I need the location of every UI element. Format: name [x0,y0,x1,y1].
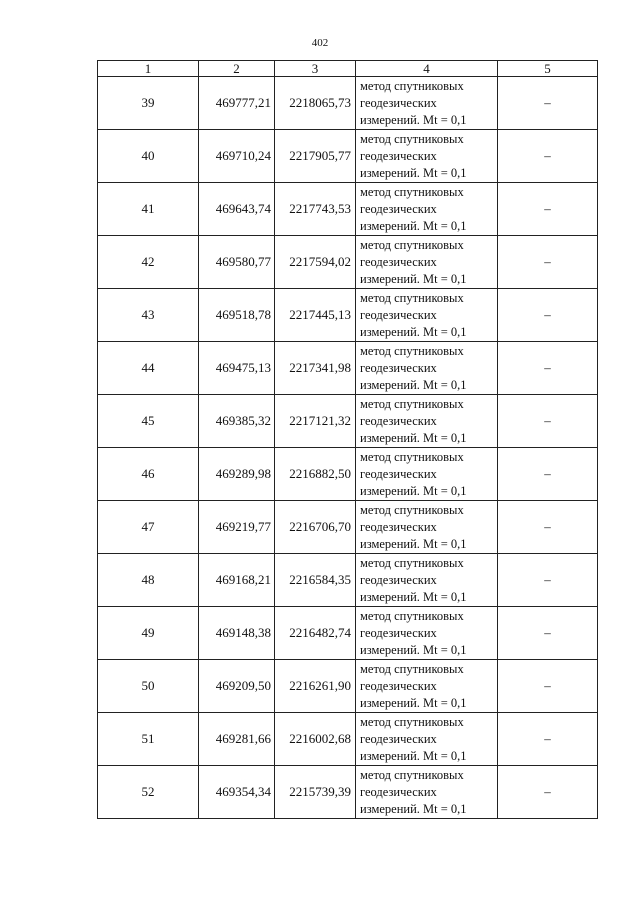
y-coordinate-cell: 2218065,73 [275,77,356,130]
point-number-cell: 47 [98,501,199,554]
method-line: измерений. Mt = 0,1 [360,377,467,392]
method-cell [356,607,498,660]
method-line: геодезических [360,678,437,693]
method-line: метод спутниковых [360,343,464,358]
method-line: измерений. Mt = 0,1 [360,112,467,127]
x-coordinate-cell: 469289,98 [199,448,275,501]
x-coordinate-cell: 469354,34 [199,766,275,819]
method-line: метод спутниковых [360,608,464,623]
table-row [98,713,598,766]
note-cell: – [498,448,598,501]
y-coordinate-cell: 2217341,98 [275,342,356,395]
method-line: геодезических [360,625,437,640]
method-line: метод спутниковых [360,661,464,676]
x-coordinate-cell: 469281,66 [199,713,275,766]
method-line: геодезических [360,360,437,375]
x-coordinate-cell: 469219,77 [199,501,275,554]
method-line: измерений. Mt = 0,1 [360,536,467,551]
method-cell [356,713,498,766]
method-line: измерений. Mt = 0,1 [360,324,467,339]
note-cell: – [498,766,598,819]
y-coordinate-cell: 2217121,32 [275,395,356,448]
method-cell [356,342,498,395]
method-cell [356,130,498,183]
point-number-cell: 41 [98,183,199,236]
method-line: измерений. Mt = 0,1 [360,748,467,763]
point-number-cell: 43 [98,289,199,342]
x-coordinate-cell: 469580,77 [199,236,275,289]
x-coordinate-cell: 469643,74 [199,183,275,236]
method-cell [356,660,498,713]
point-number-cell: 44 [98,342,199,395]
column-header-1: 1 [98,61,199,77]
table-row [98,607,598,660]
y-coordinate-cell: 2216261,90 [275,660,356,713]
point-number-cell: 52 [98,766,199,819]
method-line: метод спутниковых [360,555,464,570]
page-number: 402 [311,37,329,49]
y-coordinate-cell: 2216882,50 [275,448,356,501]
x-coordinate-cell: 469777,21 [199,77,275,130]
point-number-cell: 50 [98,660,199,713]
method-line: метод спутниковых [360,131,464,146]
note-cell: – [498,660,598,713]
method-line: измерений. Mt = 0,1 [360,271,467,286]
method-line: метод спутниковых [360,184,464,199]
note-cell: – [498,554,598,607]
table-row [98,766,598,819]
method-line: метод спутниковых [360,714,464,729]
point-number-cell: 40 [98,130,199,183]
method-line: геодезических [360,413,437,428]
table-body [98,77,598,819]
method-line: геодезических [360,784,437,799]
column-header-2: 2 [199,61,275,77]
column-header-4: 4 [356,61,498,77]
method-line: метод спутниковых [360,502,464,517]
method-cell [356,395,498,448]
method-line: измерений. Mt = 0,1 [360,483,467,498]
note-cell: – [498,130,598,183]
point-number-cell: 49 [98,607,199,660]
method-line: геодезических [360,466,437,481]
method-line: геодезических [360,307,437,322]
y-coordinate-cell: 2216482,74 [275,607,356,660]
x-coordinate-cell: 469168,21 [199,554,275,607]
method-cell [356,77,498,130]
coordinates-table [97,60,598,819]
method-line: геодезических [360,731,437,746]
method-line: геодезических [360,519,437,534]
method-line: геодезических [360,148,437,163]
method-line: измерений. Mt = 0,1 [360,642,467,657]
note-cell: – [498,183,598,236]
table-row [98,501,598,554]
method-cell [356,501,498,554]
point-number-cell: 42 [98,236,199,289]
method-line: измерений. Mt = 0,1 [360,589,467,604]
table-row [98,342,598,395]
method-line: измерений. Mt = 0,1 [360,801,467,816]
method-line: геодезических [360,201,437,216]
table-row [98,395,598,448]
point-number-cell: 48 [98,554,199,607]
y-coordinate-cell: 2217743,53 [275,183,356,236]
y-coordinate-cell: 2217905,77 [275,130,356,183]
y-coordinate-cell: 2215739,39 [275,766,356,819]
method-cell [356,289,498,342]
method-line: метод спутниковых [360,767,464,782]
table-row [98,77,598,130]
method-line: геодезических [360,254,437,269]
method-line: метод спутниковых [360,237,464,252]
y-coordinate-cell: 2217445,13 [275,289,356,342]
table-row [98,554,598,607]
point-number-cell: 39 [98,77,199,130]
method-line: измерений. Mt = 0,1 [360,695,467,710]
table-row [98,448,598,501]
point-number-cell: 45 [98,395,199,448]
note-cell: – [498,342,598,395]
method-line: геодезических [360,95,437,110]
note-cell: – [498,395,598,448]
table-row [98,289,598,342]
method-cell [356,183,498,236]
note-cell: – [498,501,598,554]
method-line: метод спутниковых [360,396,464,411]
method-line: метод спутниковых [360,78,464,93]
x-coordinate-cell: 469385,32 [199,395,275,448]
method-cell [356,236,498,289]
note-cell: – [498,713,598,766]
table-row [98,130,598,183]
table-row [98,183,598,236]
note-cell: – [498,607,598,660]
note-cell: – [498,289,598,342]
y-coordinate-cell: 2217594,02 [275,236,356,289]
method-line: измерений. Mt = 0,1 [360,165,467,180]
column-header-3: 3 [275,61,356,77]
column-header-5: 5 [498,61,598,77]
y-coordinate-cell: 2216002,68 [275,713,356,766]
y-coordinate-cell: 2216584,35 [275,554,356,607]
method-line: геодезических [360,572,437,587]
y-coordinate-cell: 2216706,70 [275,501,356,554]
point-number-cell: 51 [98,713,199,766]
note-cell: – [498,77,598,130]
method-cell [356,554,498,607]
x-coordinate-cell: 469148,38 [199,607,275,660]
point-number-cell: 46 [98,448,199,501]
x-coordinate-cell: 469209,50 [199,660,275,713]
method-cell [356,448,498,501]
method-line: измерений. Mt = 0,1 [360,218,467,233]
table-header-row [98,61,598,77]
method-line: метод спутниковых [360,290,464,305]
note-cell: – [498,236,598,289]
table-row [98,236,598,289]
x-coordinate-cell: 469710,24 [199,130,275,183]
method-line: метод спутниковых [360,449,464,464]
table-row [98,660,598,713]
method-line: измерений. Mt = 0,1 [360,430,467,445]
method-cell [356,766,498,819]
x-coordinate-cell: 469475,13 [199,342,275,395]
x-coordinate-cell: 469518,78 [199,289,275,342]
